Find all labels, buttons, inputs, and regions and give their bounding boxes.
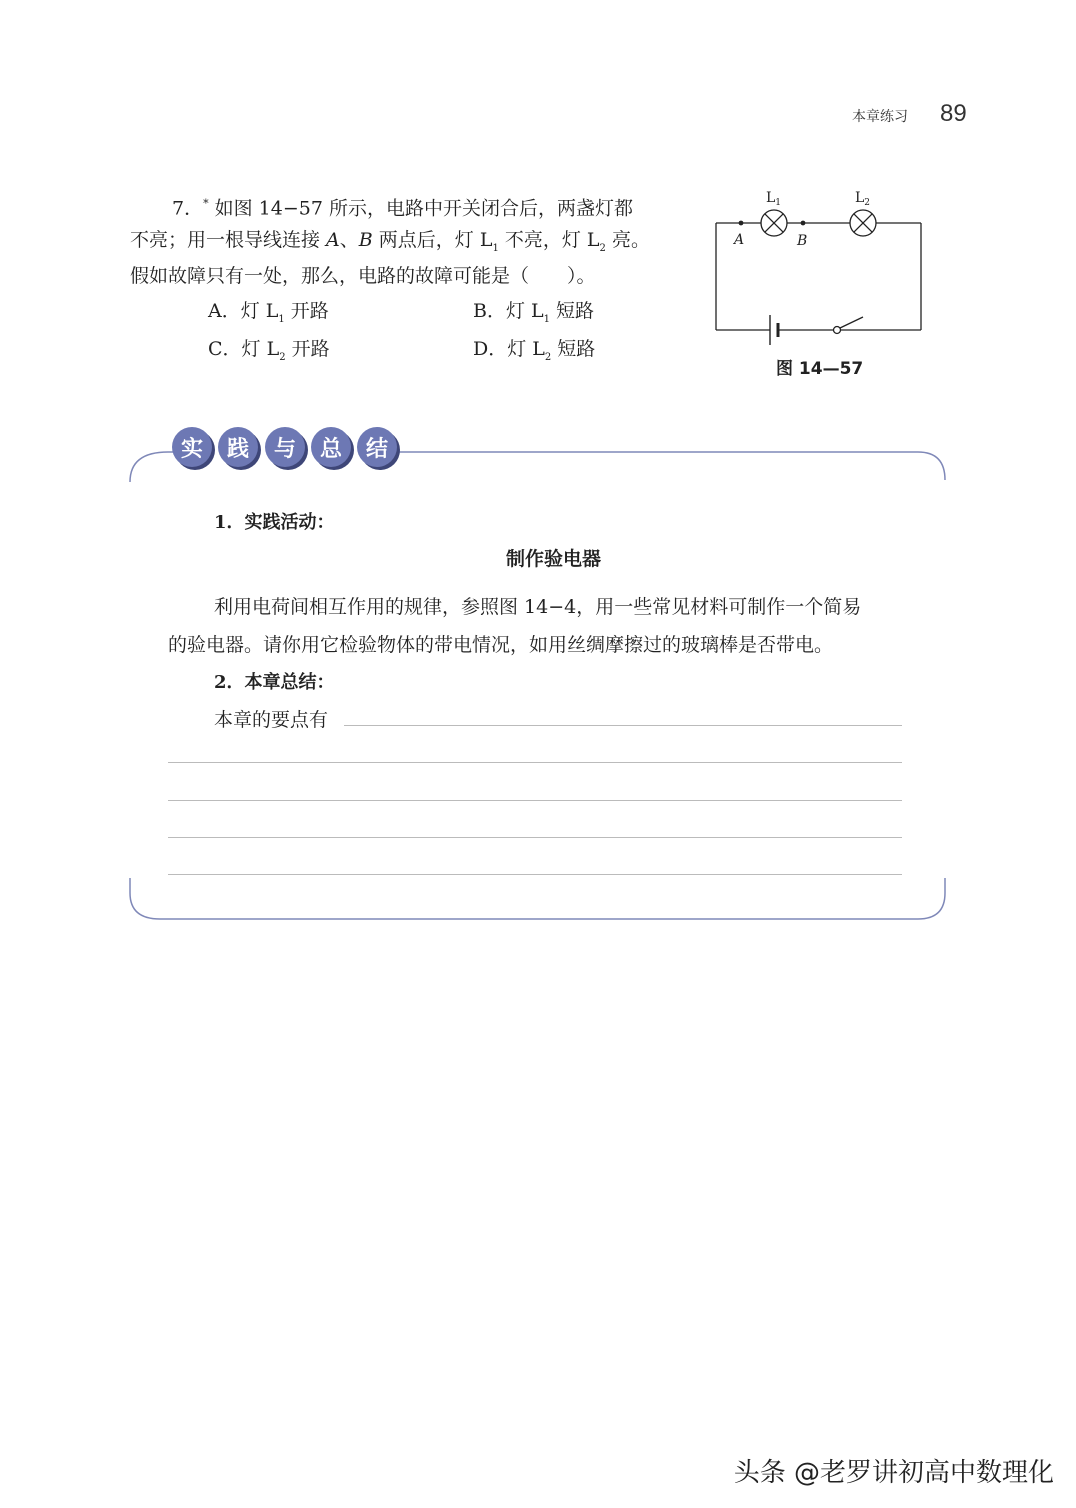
lamp1-label: $L_1$ <box>766 190 782 208</box>
activity-title: 制作验电器 <box>506 548 602 570</box>
option-d[interactable]: D．灯 $L_2$ 短路 <box>473 338 596 363</box>
figure-caption: 图 14—57 <box>776 359 864 379</box>
lamp2-label: $L_2$ <box>855 190 871 208</box>
option-b[interactable]: B．灯 $L_1$ 短路 <box>473 300 595 325</box>
chapter-label: 本章练习 <box>852 109 908 125</box>
question-line-2: 不亮；用一根导线连接 A、B 两点后，灯 $L_1$ 不亮，灯 $L_2$ 亮。 <box>130 229 650 254</box>
star-mark: * <box>203 197 209 210</box>
page-number: 89 <box>940 100 967 127</box>
section-badge-5: 结 <box>357 427 397 467</box>
activity-paragraph-line-2: 的验电器。请你用它检验物体的带电情况，如用丝绸摩擦过的玻璃棒是否带电。 <box>168 634 834 656</box>
practice-activity-heading: 1．实践活动： <box>214 512 335 533</box>
activity-paragraph-line-1: 利用电荷间相互作用的规律，参照图 14−4，用一些常见材料可制作一个简易 <box>214 596 862 618</box>
point-a-label: A <box>734 232 745 248</box>
question-number: 7． <box>172 197 204 220</box>
writing-line-4[interactable] <box>168 837 902 838</box>
writing-line-1[interactable] <box>344 725 902 726</box>
question-line-3: 假如故障只有一处，那么，电路的故障可能是（ ）。 <box>130 265 596 287</box>
section-badge-4: 总 <box>311 427 351 467</box>
option-c[interactable]: C．灯 $L_2$ 开路 <box>208 338 330 363</box>
section-badge-3: 与 <box>265 427 305 467</box>
writing-line-5[interactable] <box>168 874 902 875</box>
section-badge-2: 践 <box>218 427 258 467</box>
watermark: 头条 @老罗讲初高中数理化 <box>733 1458 1054 1488</box>
writing-line-2[interactable] <box>168 762 902 763</box>
option-a[interactable]: A．灯 $L_1$ 开路 <box>208 300 329 325</box>
point-b-label: B <box>797 233 808 249</box>
chapter-summary-heading: 2．本章总结： <box>214 672 335 693</box>
section-badge-1: 实 <box>172 427 212 467</box>
summary-prompt: 本章的要点有 <box>214 709 329 731</box>
writing-line-3[interactable] <box>168 800 902 801</box>
question-line-1: 7．* 如图 14−57 所示，电路中开关闭合后，两盏灯都 <box>172 197 633 220</box>
